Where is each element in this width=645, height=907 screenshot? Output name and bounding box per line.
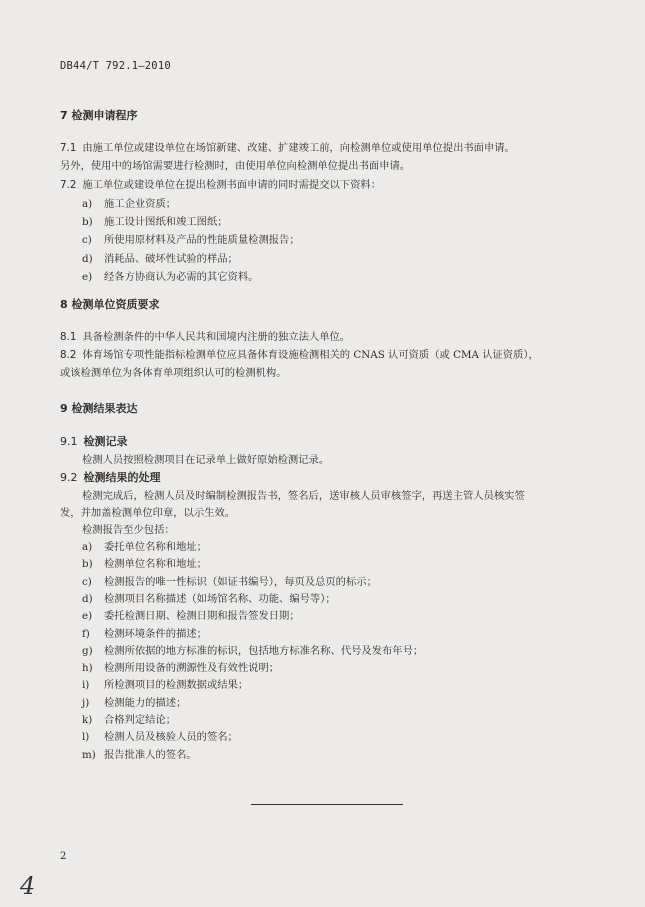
list-item-text: 报告批准人的签名。: [104, 748, 197, 761]
list-item-marker: g): [82, 644, 93, 657]
section-8-title: 8 检测单位资质要求: [60, 298, 160, 311]
list-item-text: 检测环境条件的描述；: [104, 627, 207, 640]
list-item-marker: e): [82, 270, 93, 283]
list-item-marker: c): [82, 575, 92, 588]
list-item-marker: h): [82, 662, 93, 675]
list-item-text: 消耗品、破坏性试验的样品；: [104, 252, 238, 265]
list-item-text: 施工企业资质；: [104, 198, 177, 210]
clause-9-1-text: 检测人员按照检测项目在记录单上做好原始检测记录。: [82, 454, 330, 466]
list-item-text: 所检测项目的检测数据或结果；: [104, 679, 249, 692]
list-item: [82, 746, 197, 761]
list-item-text: 检测报告的唯一性标识（如证书编号），每页及总页的标示；: [104, 575, 377, 588]
clause-8-1-text: 具备检测条件的中华人民共和国境内注册的独立法人单位。: [82, 331, 351, 343]
list-item-marker: a): [82, 541, 93, 553]
clause-9-1-heading: [60, 433, 128, 449]
list-item: [82, 676, 248, 691]
clause-9-2-text-line3: 检测报告至少包括：: [82, 524, 175, 536]
list-item-text: 检测项目名称描述（如场馆名称、功能、编号等）；: [104, 592, 336, 605]
clause-9-2-number: 9.2: [60, 471, 78, 484]
list-item: [82, 590, 336, 605]
clause-8-2-text-line1: 体育场馆专项性能指标检测单位应具备体育设施检测相关的 CNAS 认可资质（或 CMA 认证资质），: [82, 349, 539, 361]
section-7-title: 7 检测申请程序: [60, 109, 138, 122]
clause-9-1-number: 9.1: [60, 435, 78, 448]
clause-7-2-text: 施工单位或建设单位在提出检测书面申请的同时需提交以下资料：: [82, 179, 381, 191]
list-item-text: 检测所用设备的溯源性及有效性说明；: [104, 662, 280, 675]
list-item-marker: d): [82, 592, 93, 605]
clause-7-2-number: 7.2: [60, 179, 77, 191]
clause-9-2-text-line1: 检测完成后，检测人员及时编制检测报告书，签名后，送审核人员审核签字，再送主管人员核实签: [82, 490, 525, 502]
list-item: [82, 538, 207, 553]
list-item-text: 所使用原材料及产品的性能质量检测报告；: [104, 234, 300, 247]
clause-7-1-text-line2: 另外，使用中的场馆需要进行检测时，由使用单位向检测单位提出书面申请。: [60, 160, 411, 172]
list-item-marker: f): [82, 627, 90, 640]
list-item-marker: i): [82, 679, 90, 692]
end-rule: [251, 804, 403, 805]
list-item: [82, 694, 186, 709]
clause-8-2-text-line2: 或该检测单位为各体育单项组织认可的检测机构。: [60, 367, 287, 379]
list-item-marker: a): [82, 198, 93, 210]
list-item-marker: e): [82, 610, 93, 623]
list-item: [82, 268, 258, 283]
page-number: 2: [60, 851, 67, 862]
list-item-marker: b): [82, 216, 93, 229]
clause-9-2-heading: [60, 469, 161, 485]
list-item-marker: c): [82, 234, 92, 247]
standard-code: DB44/T 792.1—2010: [60, 60, 171, 72]
clause-7-1-number: 7.1: [60, 142, 77, 154]
list-item: [82, 231, 300, 246]
list-item-text: 检测所依据的地方标准的标识，包括地方标准名称、代号及发布年号；: [104, 644, 424, 657]
list-item: [82, 250, 238, 265]
list-item: [82, 195, 176, 210]
list-item-text: 经各方协商认为必需的其它资料。: [104, 270, 259, 283]
list-item-text: 合格判定结论；: [104, 714, 177, 726]
clause-8-2: [60, 346, 539, 361]
list-item-marker: k): [82, 714, 93, 726]
list-item-text: 委托单位名称和地址；: [104, 541, 207, 553]
list-item-text: 检测单位名称和地址；: [104, 558, 207, 571]
clause-7-1-text-line1: 由施工单位或建设单位在场馆新建、改建、扩建竣工前，向检测单位或使用单位提出书面申请。: [82, 142, 515, 154]
clause-8-1: [60, 328, 350, 343]
list-item-text: 检测能力的描述；: [104, 696, 187, 709]
list-item: [82, 555, 207, 570]
clause-8-2-number: 8.2: [60, 349, 77, 361]
clause-7-2: [60, 176, 381, 191]
list-item: [82, 625, 207, 640]
list-item-marker: l): [82, 731, 90, 744]
clause-8-1-number: 8.1: [60, 331, 77, 343]
list-item-text: 检测人员及核验人员的签名；: [104, 731, 238, 744]
list-item-text: 委托检测日期、检测日期和报告签发日期；: [104, 610, 300, 623]
clause-7-1: [60, 139, 515, 154]
list-item-text: 施工设计图纸和竣工图纸；: [104, 216, 228, 229]
list-item: [82, 659, 279, 674]
list-item-marker: d): [82, 252, 93, 265]
clause-9-2-text-line2: 发，并加盖检测单位印章，以示生效。: [60, 507, 236, 519]
list-item: [82, 213, 228, 228]
clause-9-1-title: 检测记录: [83, 435, 128, 448]
list-item-marker: m): [82, 748, 96, 761]
clause-9-2-title: 检测结果的处理: [83, 471, 161, 484]
list-item-marker: b): [82, 558, 93, 571]
list-item: [82, 728, 238, 743]
list-item: [82, 607, 300, 622]
list-item-marker: j): [82, 696, 90, 709]
list-item: [82, 573, 377, 588]
list-item: [82, 711, 176, 726]
list-item: [82, 642, 423, 657]
section-9-title: 9 检测结果表达: [60, 402, 138, 415]
handwritten-mark: 4: [20, 872, 36, 900]
